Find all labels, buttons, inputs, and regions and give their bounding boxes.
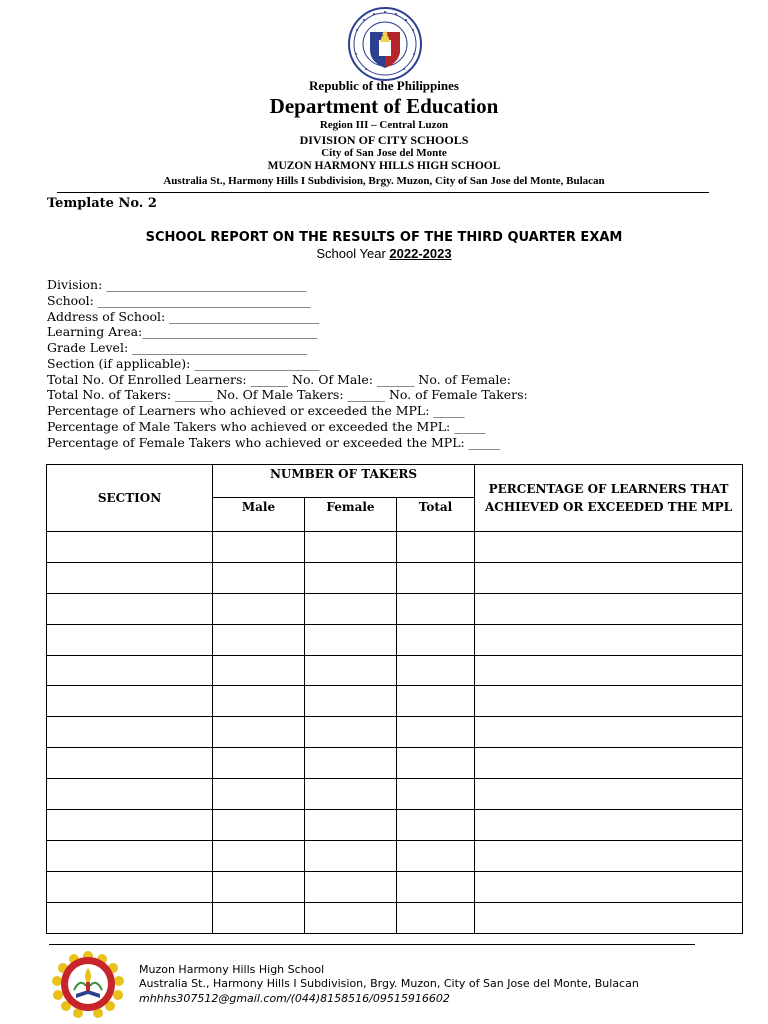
female-header: Female <box>305 498 397 532</box>
percentage-cell[interactable] <box>475 810 743 841</box>
table-row <box>47 810 743 841</box>
division-line: DIVISION OF CITY SCHOOLS <box>299 133 469 147</box>
male-cell[interactable] <box>213 532 305 563</box>
section-cell[interactable] <box>47 624 213 655</box>
male-cell[interactable] <box>213 624 305 655</box>
division-field[interactable]: Division: ________________________________ <box>47 277 307 292</box>
table-row <box>47 532 743 563</box>
total-cell[interactable] <box>397 871 475 902</box>
female-cell[interactable] <box>305 562 397 593</box>
header-divider <box>57 192 709 193</box>
percentage-cell[interactable] <box>475 902 743 933</box>
table-row <box>47 686 743 717</box>
school-year-line <box>0 246 768 261</box>
total-cell[interactable] <box>397 748 475 779</box>
table-row <box>47 779 743 810</box>
percentage-male-field[interactable]: Percentage of Male Takers who achieved or exceeded the MPL: _____ <box>47 419 486 434</box>
section-field[interactable]: Section (if applicable): ____________________ <box>47 356 320 371</box>
section-cell[interactable] <box>47 748 213 779</box>
deped-seal-logo <box>346 6 424 82</box>
male-cell[interactable] <box>213 779 305 810</box>
department-heading: Department of Education <box>269 94 499 118</box>
female-cell[interactable] <box>305 810 397 841</box>
school-address-line: Australia St., Harmony Hills I Subdivision, Brgy. Muzon, City of San Jose del Monte, Bulacan <box>163 175 605 187</box>
report-title: SCHOOL REPORT ON THE RESULTS OF THE THIRD QUARTER EXAM <box>145 230 623 245</box>
percentage-cell[interactable] <box>475 532 743 563</box>
male-cell[interactable] <box>213 655 305 686</box>
table-row <box>47 593 743 624</box>
male-cell[interactable] <box>213 748 305 779</box>
section-cell[interactable] <box>47 717 213 748</box>
female-cell[interactable] <box>305 902 397 933</box>
table-row <box>47 717 743 748</box>
percentage-learners-field[interactable]: Percentage of Learners who achieved or exceeded the MPL: _____ <box>47 403 465 418</box>
male-cell[interactable] <box>213 717 305 748</box>
percentage-cell[interactable] <box>475 593 743 624</box>
female-cell[interactable] <box>305 717 397 748</box>
total-header: Total <box>397 498 475 532</box>
table-row <box>47 840 743 871</box>
section-cell[interactable] <box>47 810 213 841</box>
total-cell[interactable] <box>397 686 475 717</box>
school-name-line: MUZON HARMONY HILLS HIGH SCHOOL <box>267 160 501 172</box>
percentage-cell[interactable] <box>475 840 743 871</box>
male-cell[interactable] <box>213 810 305 841</box>
male-header: Male <box>213 498 305 532</box>
table-row <box>47 655 743 686</box>
percentage-cell[interactable] <box>475 686 743 717</box>
footer-divider <box>49 944 695 945</box>
section-cell[interactable] <box>47 902 213 933</box>
footer-school-name: Muzon Harmony Hills High School <box>139 963 325 976</box>
school-year-label: School Year <box>316 246 386 261</box>
section-cell[interactable] <box>47 532 213 563</box>
school-year-value: 2022-2023 <box>389 246 452 261</box>
female-cell[interactable] <box>305 532 397 563</box>
learning-area-field[interactable]: Learning Area:____________________________ <box>47 324 318 339</box>
percentage-female-field[interactable]: Percentage of Female Takers who achieved or exceeded the MPL: _____ <box>47 435 500 450</box>
total-cell[interactable] <box>397 840 475 871</box>
footer-address: Australia St., Harmony Hills I Subdivision, Brgy. Muzon, City of San Jose del Monte, Bulacan <box>139 977 639 990</box>
table-row <box>47 902 743 933</box>
total-cell[interactable] <box>397 717 475 748</box>
city-line: City of San Jose del Monte <box>321 147 447 159</box>
template-number: Template No. 2 <box>47 196 157 211</box>
male-cell[interactable] <box>213 562 305 593</box>
male-cell[interactable] <box>213 686 305 717</box>
total-cell[interactable] <box>397 624 475 655</box>
female-cell[interactable] <box>305 779 397 810</box>
total-cell[interactable] <box>397 532 475 563</box>
section-cell[interactable] <box>47 779 213 810</box>
footer-contact: mhhhs307512@gmail.com/(044)8158516/09515916602 <box>139 992 450 1005</box>
section-cell[interactable] <box>47 686 213 717</box>
section-cell[interactable] <box>47 871 213 902</box>
female-cell[interactable] <box>305 840 397 871</box>
female-cell[interactable] <box>305 686 397 717</box>
section-cell[interactable] <box>47 562 213 593</box>
results-table <box>46 464 743 934</box>
region-line: Region III – Central Luzon <box>319 119 449 131</box>
takers-header: NUMBER OF TAKERS <box>213 465 475 498</box>
address-field[interactable]: Address of School: ________________________ <box>47 309 320 324</box>
table-body <box>47 532 743 934</box>
female-cell[interactable] <box>305 593 397 624</box>
total-cell[interactable] <box>397 593 475 624</box>
male-cell[interactable] <box>213 593 305 624</box>
percentage-header: PERCENTAGE OF LEARNERS THAT ACHIEVED OR EXCEEDED THE MPL <box>475 465 743 532</box>
total-takers-field[interactable]: Total No. of Takers: ______ No. Of Male Takers: ______ No. of Female Takers: <box>47 387 528 402</box>
republic-heading: Republic of the Philippines <box>309 78 459 93</box>
percentage-cell[interactable] <box>475 871 743 902</box>
section-cell[interactable] <box>47 655 213 686</box>
female-cell[interactable] <box>305 624 397 655</box>
percentage-cell[interactable] <box>475 717 743 748</box>
school-logo <box>50 950 126 1018</box>
total-cell[interactable] <box>397 562 475 593</box>
percentage-cell[interactable] <box>475 655 743 686</box>
total-cell[interactable] <box>397 810 475 841</box>
table-row <box>47 624 743 655</box>
percentage-cell[interactable] <box>475 624 743 655</box>
section-cell[interactable] <box>47 593 213 624</box>
female-cell[interactable] <box>305 748 397 779</box>
male-cell[interactable] <box>213 871 305 902</box>
female-cell[interactable] <box>305 871 397 902</box>
total-cell[interactable] <box>397 655 475 686</box>
percentage-cell[interactable] <box>475 779 743 810</box>
male-cell[interactable] <box>213 902 305 933</box>
school-field[interactable]: School: __________________________________ <box>47 293 311 308</box>
table-row <box>47 748 743 779</box>
percentage-cell[interactable] <box>475 562 743 593</box>
enrolled-learners-field[interactable]: Total No. Of Enrolled Learners: ______ No. Of Male: ______ No. of Female: <box>47 372 512 387</box>
section-header: SECTION <box>47 465 213 532</box>
section-cell[interactable] <box>47 840 213 871</box>
table-row <box>47 871 743 902</box>
total-cell[interactable] <box>397 902 475 933</box>
grade-level-field[interactable]: Grade Level: ____________________________ <box>47 340 308 355</box>
female-cell[interactable] <box>305 655 397 686</box>
total-cell[interactable] <box>397 779 475 810</box>
percentage-cell[interactable] <box>475 748 743 779</box>
table-row <box>47 562 743 593</box>
male-cell[interactable] <box>213 840 305 871</box>
